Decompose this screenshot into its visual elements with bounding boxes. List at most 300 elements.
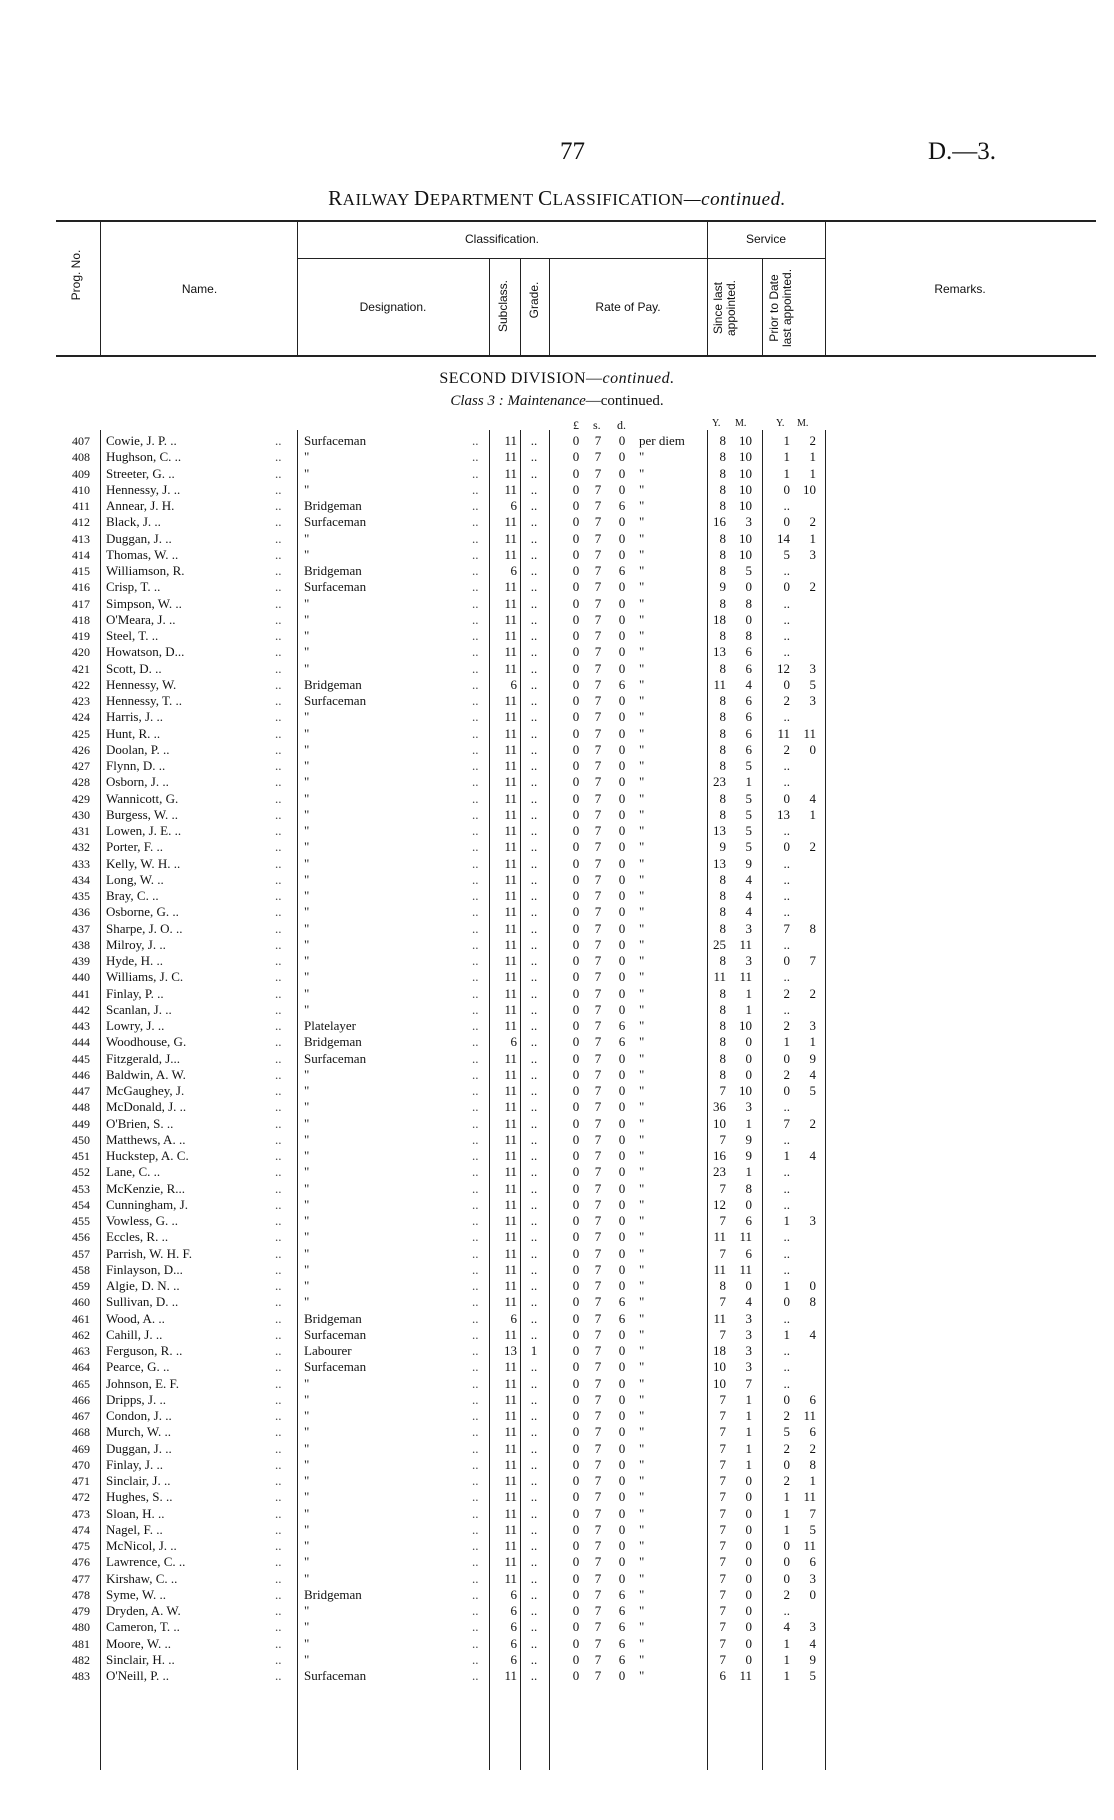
leader-dots: ..: [275, 1018, 282, 1033]
prior-months-cell: 6: [809, 1424, 816, 1440]
pay-pounds-cell: 0: [572, 1278, 580, 1293]
designation-cell: ": [304, 1473, 310, 1488]
prog-no-cell: 428: [72, 775, 90, 790]
leader-dots: ..: [275, 1505, 282, 1521]
col-rule-7: [762, 258, 763, 356]
subclass-cell: 11: [504, 904, 517, 920]
prior-years-cell: ..: [783, 628, 790, 643]
since-months-cell: 5: [745, 839, 752, 855]
pay-shillings-cell: 7: [594, 1668, 602, 1683]
pay-pence-cell: 0: [618, 1066, 626, 1082]
subclass-cell: 11: [504, 806, 517, 822]
leader-dots: ..: [275, 709, 282, 725]
since-years-cell: 8: [719, 953, 726, 968]
pay-pounds-cell: 0: [572, 1424, 580, 1440]
subclass-cell: 11: [504, 1229, 517, 1245]
since-years-cell: 8: [719, 693, 726, 708]
prior-months-cell: 9: [809, 1651, 816, 1667]
designation-cell: ": [304, 1131, 310, 1147]
name-cell: Porter, F. ..: [106, 839, 163, 855]
name-cell: Hyde, H. ..: [106, 953, 164, 968]
pay-pence-cell: 6: [618, 498, 626, 513]
pay-shillings-cell: 7: [594, 1521, 602, 1537]
leader-dots: ..: [472, 871, 479, 887]
grade-cell: ..: [530, 1538, 538, 1553]
prog-no-cell: 467: [72, 1409, 90, 1423]
subclass-cell: 6: [510, 1034, 517, 1050]
pay-pence-cell: 0: [618, 1668, 626, 1683]
since-months-cell: 8: [745, 628, 752, 643]
since-years-cell: 7: [719, 1440, 726, 1456]
subclass-cell: 11: [504, 871, 517, 887]
pay-pence-cell: 0: [618, 1489, 626, 1505]
since-months-cell: 6: [745, 693, 752, 708]
subclass-cell: 11: [504, 1424, 517, 1440]
pay-pounds-cell: 0: [572, 1083, 580, 1098]
pay-period-cell: ": [639, 1099, 645, 1115]
prior-years-cell: 2: [783, 741, 790, 757]
subclass-cell: 11: [504, 1196, 517, 1212]
pay-period-cell: ": [639, 823, 645, 838]
since-years-cell: 8: [719, 871, 726, 887]
pay-pounds-cell: 0: [572, 1245, 580, 1261]
leader-dots: ..: [275, 774, 282, 790]
leader-dots: ..: [275, 1391, 282, 1407]
name-cell: Williamson, R.: [106, 563, 185, 578]
designation-cell: ": [304, 1261, 310, 1277]
table-row: [0, 937, 1114, 953]
pay-pence-cell: 0: [618, 1261, 626, 1277]
pay-pence-cell: 6: [618, 1586, 626, 1602]
since-months-cell: 0: [745, 1586, 752, 1602]
name-cell: Dripps, J. ..: [106, 1391, 166, 1407]
prog-no-cell: 421: [72, 661, 90, 676]
since-months-cell: 1: [745, 1408, 752, 1423]
table-row: [0, 1067, 1114, 1083]
pay-pence-cell: 0: [618, 1521, 626, 1537]
prog-no-cell: 433: [72, 856, 90, 871]
leader-dots: ..: [472, 498, 479, 513]
leader-dots: ..: [275, 888, 282, 903]
prog-no-cell: 443: [72, 1019, 90, 1033]
pay-period-cell: ": [639, 563, 645, 578]
since-years-cell: 8: [719, 628, 726, 643]
name-cell: Sinclair, H. ..: [106, 1651, 175, 1667]
grade-cell: ..: [530, 1456, 538, 1472]
name-cell: Williams, J. C.: [106, 969, 184, 985]
pay-pounds-cell: 0: [572, 1619, 580, 1635]
since-years-cell: 7: [719, 1651, 726, 1667]
pay-pence-cell: 0: [618, 1473, 626, 1488]
leader-dots: ..: [275, 644, 282, 660]
designation-cell: ": [304, 1440, 310, 1456]
leader-dots: ..: [472, 806, 479, 822]
leader-dots: ..: [275, 871, 282, 887]
subclass-cell: 11: [504, 1489, 517, 1505]
since-months-cell: 10: [739, 498, 752, 513]
table-row: [0, 709, 1114, 725]
title-part-1: AILWAY: [342, 190, 415, 209]
pay-period-cell: ": [639, 1505, 645, 1521]
grade-cell: ..: [530, 953, 538, 968]
since-months-cell: 11: [739, 1668, 752, 1683]
since-months-cell: 11: [739, 969, 752, 985]
pay-period-cell: ": [639, 1489, 645, 1505]
pay-shillings-cell: 7: [594, 774, 602, 790]
pay-period-cell: ": [639, 1554, 645, 1570]
pay-pence-cell: 0: [618, 904, 626, 920]
pay-pounds-cell: 0: [572, 465, 580, 481]
pay-shillings-cell: 7: [594, 1570, 602, 1586]
pay-period-cell: ": [639, 1180, 645, 1196]
since-months-cell: 9: [745, 1131, 752, 1147]
leader-dots: ..: [275, 1473, 282, 1488]
pay-period-cell: ": [639, 676, 645, 692]
designation-cell: ": [304, 1521, 310, 1537]
pay-shillings-cell: 7: [594, 1603, 602, 1618]
leader-dots: ..: [275, 1603, 282, 1618]
designation-cell: ": [304, 530, 310, 546]
pay-pence-cell: 0: [618, 1554, 626, 1570]
name-cell: Scanlan, J. ..: [106, 1001, 172, 1017]
leader-dots: ..: [472, 676, 479, 692]
subclass-cell: 11: [504, 644, 517, 660]
designation-cell: ": [304, 1554, 310, 1570]
since-months-cell: 1: [745, 1164, 752, 1180]
prior-months-cell: 3: [809, 693, 816, 708]
grade-cell: ..: [530, 1050, 538, 1066]
leader-dots: ..: [275, 546, 282, 562]
since-years-cell: 7: [719, 1554, 726, 1570]
grade-cell: ..: [530, 1131, 538, 1147]
pay-pence-cell: 0: [618, 1326, 626, 1342]
grade-cell: ..: [530, 433, 538, 448]
prog-no-cell: 439: [72, 954, 90, 968]
name-cell: Lowen, J. E. ..: [106, 823, 182, 838]
since-years-cell: 11: [713, 969, 726, 985]
pay-period-cell: ": [639, 1066, 645, 1082]
leader-dots: ..: [275, 1456, 282, 1472]
leader-dots: ..: [472, 1538, 479, 1553]
leader-dots: ..: [472, 1294, 479, 1310]
prior-years-cell: 1: [783, 1034, 790, 1050]
pay-period-cell: ": [639, 855, 645, 871]
pay-pence-cell: 0: [618, 758, 626, 773]
prior-months-cell: 11: [803, 1489, 816, 1505]
prior-months-cell: 3: [809, 660, 816, 676]
prog-no-cell: 471: [72, 1474, 90, 1488]
prior-years-cell: 1: [783, 1521, 790, 1537]
leader-dots: ..: [472, 1050, 479, 1066]
prior-years-cell: 1: [783, 1489, 790, 1505]
pay-shillings-cell: 7: [594, 725, 602, 741]
pay-period-cell: ": [639, 1619, 645, 1635]
pay-shillings-cell: 7: [594, 1115, 602, 1131]
prior-months-cell: 4: [809, 1635, 816, 1651]
pay-pence-cell: 0: [618, 595, 626, 611]
leader-dots: ..: [472, 1018, 479, 1033]
pay-pence-cell: 0: [618, 1115, 626, 1131]
prior-years-cell: 1: [783, 1326, 790, 1342]
prog-no-cell: 477: [72, 1571, 90, 1586]
designation-cell: Bridgeman: [304, 1586, 362, 1602]
subclass-cell: 11: [504, 936, 517, 952]
grade-cell: ..: [530, 758, 538, 773]
subclass-cell: 11: [504, 1261, 517, 1277]
leader-dots: ..: [275, 1131, 282, 1147]
prog-no-cell: 449: [72, 1116, 90, 1131]
pay-period-cell: ": [639, 1278, 645, 1293]
since-months-cell: 0: [745, 1635, 752, 1651]
pay-pence-cell: 0: [618, 1229, 626, 1245]
subclass-cell: 11: [504, 953, 517, 968]
designation-cell: ": [304, 1196, 310, 1212]
since-years-cell: 13: [713, 823, 726, 838]
grade-cell: ..: [530, 1034, 538, 1050]
prog-no-cell: 440: [72, 970, 90, 985]
leader-dots: ..: [275, 985, 282, 1001]
pay-period-cell: ": [639, 579, 645, 595]
leader-dots: ..: [472, 1245, 479, 1261]
pay-period-cell: ": [639, 530, 645, 546]
grade-cell: ..: [530, 1603, 538, 1618]
since-months-cell: 3: [745, 920, 752, 936]
name-cell: Annear, J. H.: [106, 498, 175, 513]
pay-period-cell: ": [639, 888, 645, 903]
pay-pounds-cell: 0: [572, 1099, 580, 1115]
name-cell: Dryden, A. W.: [106, 1603, 181, 1618]
since-months-cell: 6: [745, 660, 752, 676]
leader-dots: ..: [275, 1001, 282, 1017]
prog-no-cell: 466: [72, 1392, 90, 1407]
since-years-cell: 11: [713, 1310, 726, 1326]
since-months-cell: 1: [745, 1115, 752, 1131]
pay-pence-cell: 0: [618, 530, 626, 546]
leader-dots: ..: [275, 741, 282, 757]
pay-pounds-cell: 0: [572, 1651, 580, 1667]
leader-dots: ..: [275, 1148, 282, 1163]
pay-period-cell: ": [639, 1148, 645, 1163]
name-cell: Finlay, J. ..: [106, 1456, 163, 1472]
leader-dots: ..: [275, 1050, 282, 1066]
leader-dots: ..: [472, 1570, 479, 1586]
prog-no-cell: 438: [72, 937, 90, 952]
prior-years-cell: ..: [783, 1359, 790, 1375]
leader-dots: ..: [275, 1083, 282, 1098]
leader-dots: ..: [275, 855, 282, 871]
since-months-cell: 10: [739, 546, 752, 562]
leader-dots: ..: [275, 1570, 282, 1586]
since-months-cell: 11: [739, 1261, 752, 1277]
prog-no-cell: 437: [72, 921, 90, 936]
since-years-cell: 7: [719, 1570, 726, 1586]
leader-dots: ..: [472, 1554, 479, 1570]
unit-shillings: s.: [593, 418, 601, 432]
since-months-cell: 0: [745, 1554, 752, 1570]
prog-no-cell: 462: [72, 1327, 90, 1342]
prior-years-cell: 1: [783, 465, 790, 481]
leader-dots: ..: [472, 1505, 479, 1521]
prior-months-cell: 2: [809, 1115, 816, 1131]
designation-cell: ": [304, 920, 310, 936]
prior-months-cell: 0: [809, 741, 816, 757]
prog-no-cell: 412: [72, 515, 90, 530]
designation-cell: ": [304, 1456, 310, 1472]
pay-shillings-cell: 7: [594, 741, 602, 757]
leader-dots: ..: [472, 1278, 479, 1293]
name-cell: Kirshaw, C. ..: [106, 1570, 178, 1586]
prior-years-cell: 2: [783, 1586, 790, 1602]
designation-cell: ": [304, 1603, 310, 1618]
table-row: [0, 612, 1114, 628]
pay-pounds-cell: 0: [572, 628, 580, 643]
pay-period-cell: ": [639, 644, 645, 660]
name-cell: Fitzgerald, J...: [106, 1050, 181, 1066]
since-years-cell: 13: [713, 855, 726, 871]
pay-period-cell: ": [639, 1456, 645, 1472]
grade-cell: ..: [530, 1278, 538, 1293]
since-months-cell: 10: [739, 449, 752, 465]
pay-shillings-cell: 7: [594, 709, 602, 725]
leader-dots: ..: [472, 969, 479, 985]
table-row: [0, 856, 1114, 872]
leader-dots: ..: [472, 514, 479, 530]
grade-cell: ..: [530, 1326, 538, 1342]
pay-pence-cell: 0: [618, 481, 626, 497]
since-months-cell: 5: [745, 823, 752, 838]
since-years-cell: 7: [719, 1131, 726, 1147]
prior-months-cell: 9: [809, 1050, 816, 1066]
prior-months-cell: 3: [809, 1570, 816, 1586]
prior-years-cell: 2: [783, 1018, 790, 1033]
leader-dots: ..: [472, 1196, 479, 1212]
pay-pence-cell: 0: [618, 1391, 626, 1407]
subclass-cell: 11: [504, 546, 517, 562]
grade-cell: ..: [530, 823, 538, 838]
subclass-cell: 6: [510, 1635, 517, 1651]
since-months-cell: 0: [745, 1050, 752, 1066]
pay-shillings-cell: 7: [594, 1456, 602, 1472]
table-row: [0, 1636, 1114, 1652]
pay-period-cell: ": [639, 1343, 645, 1358]
subclass-cell: 11: [504, 985, 517, 1001]
leader-dots: ..: [472, 904, 479, 920]
prog-no-cell: 410: [72, 482, 90, 497]
leader-dots: ..: [275, 1635, 282, 1651]
since-months-cell: 6: [745, 644, 752, 660]
since-years-cell: 7: [719, 1294, 726, 1310]
pay-period-cell: ": [639, 1440, 645, 1456]
pay-period-cell: ": [639, 660, 645, 676]
prior-months-cell: 1: [809, 1473, 816, 1488]
name-cell: O'Meara, J. ..: [106, 611, 176, 627]
title-initial-r: R: [328, 186, 343, 210]
grade-cell: ..: [530, 546, 538, 562]
table-row: [0, 466, 1114, 482]
leader-dots: ..: [472, 1375, 479, 1391]
table-row: [0, 449, 1114, 465]
prior-years-cell: 2: [783, 1408, 790, 1423]
since-months-cell: 5: [745, 758, 752, 773]
subclass-cell: 11: [504, 611, 517, 627]
pay-pounds-cell: 0: [572, 1391, 580, 1407]
leader-dots: ..: [472, 709, 479, 725]
since-years-cell: 16: [713, 514, 726, 530]
table-row: [0, 1489, 1114, 1505]
since-years-cell: 8: [719, 741, 726, 757]
grade-cell: ..: [530, 481, 538, 497]
table-row: [0, 433, 1114, 449]
table-row: [0, 661, 1114, 677]
prior-years-cell: 13: [777, 806, 790, 822]
pay-period-cell: ": [639, 546, 645, 562]
table-row: [0, 969, 1114, 985]
subclass-cell: 11: [504, 1115, 517, 1131]
prior-months-cell: 6: [809, 1554, 816, 1570]
prior-months-cell: 10: [803, 481, 816, 497]
since-years-cell: 8: [719, 1050, 726, 1066]
subclass-cell: 6: [510, 1619, 517, 1635]
pay-pence-cell: 0: [618, 871, 626, 887]
pay-shillings-cell: 7: [594, 1294, 602, 1310]
table-row: [0, 1132, 1114, 1148]
prog-no-cell: 483: [72, 1669, 90, 1683]
header-designation: Designation.: [359, 300, 427, 314]
since-years-cell: 10: [713, 1115, 726, 1131]
leader-dots: ..: [275, 1099, 282, 1115]
pay-period-cell: ": [639, 1083, 645, 1098]
prior-years-cell: ..: [783, 563, 790, 578]
header-classification: Classification.: [464, 232, 540, 246]
pay-shillings-cell: 7: [594, 1554, 602, 1570]
prior-years-cell: ..: [783, 595, 790, 611]
prog-no-cell: 430: [72, 807, 90, 822]
pay-shillings-cell: 7: [594, 1359, 602, 1375]
grade-cell: ..: [530, 1148, 538, 1163]
leader-dots: ..: [275, 1538, 282, 1553]
name-cell: Finlayson, D...: [106, 1261, 183, 1277]
pay-pounds-cell: 0: [572, 1050, 580, 1066]
pay-period-cell: ": [639, 1034, 645, 1050]
subclass-cell: 11: [504, 595, 517, 611]
since-years-cell: 7: [719, 1586, 726, 1602]
subclass-cell: 11: [504, 433, 517, 448]
header-prior: Prior to Date last appointed.: [767, 268, 794, 348]
leader-dots: ..: [472, 1603, 479, 1618]
prog-no-cell: 417: [72, 596, 90, 611]
leader-dots: ..: [275, 1375, 282, 1391]
leader-dots: ..: [472, 1066, 479, 1082]
pay-pence-cell: 0: [618, 1375, 626, 1391]
classification-under-rule: [297, 258, 707, 259]
pay-pounds-cell: 0: [572, 774, 580, 790]
pay-shillings-cell: 7: [594, 1083, 602, 1098]
since-months-cell: 3: [745, 1359, 752, 1375]
prog-no-cell: 416: [72, 580, 90, 595]
name-cell: Kelly, W. H. ..: [106, 855, 181, 871]
pay-pounds-cell: 0: [572, 1343, 580, 1358]
table-row: [0, 1343, 1114, 1359]
pay-shillings-cell: 7: [594, 1245, 602, 1261]
subclass-cell: 11: [504, 1554, 517, 1570]
prog-no-cell: 422: [72, 677, 90, 692]
designation-cell: Surfaceman: [304, 1359, 367, 1375]
since-years-cell: 11: [713, 1261, 726, 1277]
pay-pounds-cell: 0: [572, 1570, 580, 1586]
leader-dots: ..: [472, 1408, 479, 1423]
grade-cell: ..: [530, 790, 538, 806]
pay-period-cell: ": [639, 611, 645, 627]
